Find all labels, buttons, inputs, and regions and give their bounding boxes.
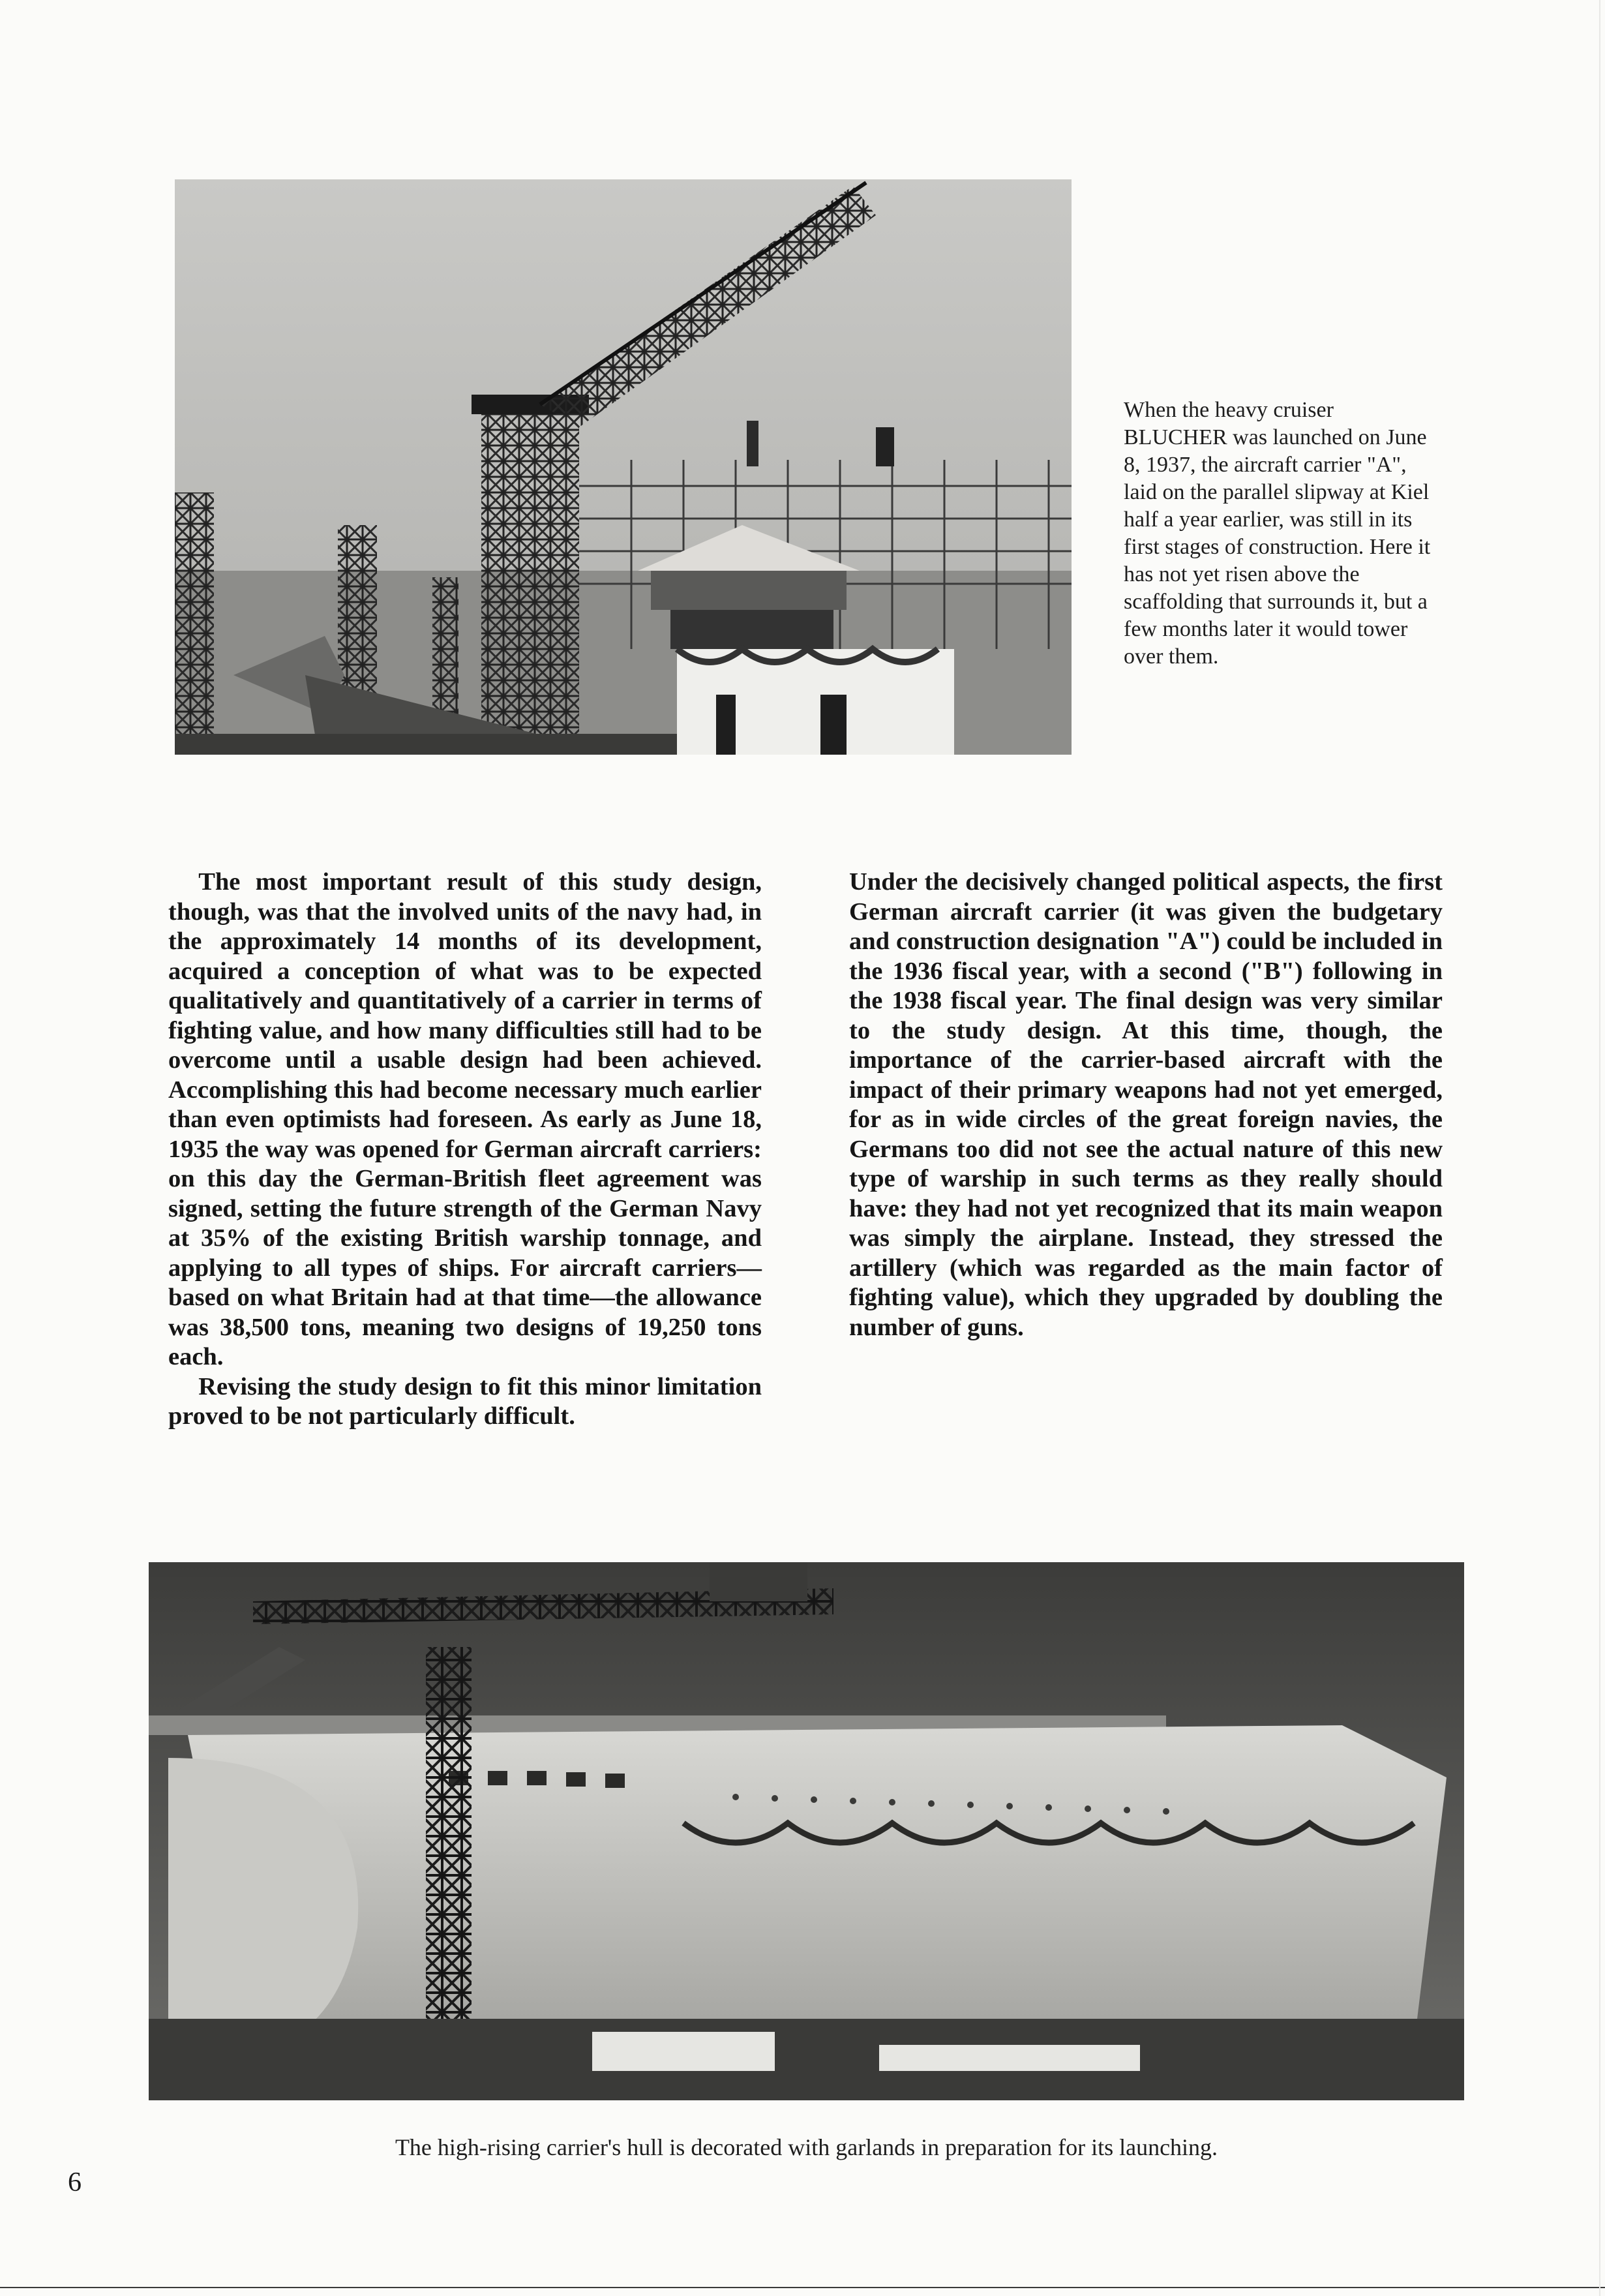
carrier-hull-caption: The high-rising carrier's hull is decorated with garlands in preparation for its launching. [395,2134,1218,2160]
right-column-paragraph-1: Under the decisively changed political aspects, the first German aircraft carrier (it was given the budgetary and construction designation "A") could be included in the 1936 fiscal year, with a second ("B") following in the 1938 fiscal year. The final design was very similar to the study design. At this time, though, the importance of the carrier-based aircraft with the impact of their primary weapons had not yet emerged, for as in wide circles of the great foreign navies, the Germans too did not see the actual nature of this new type of warship in such terms as they really should have: they had not yet recognized that its main weapon was simply the airplane. Instead, they stressed the artillery (which was regarded as the main factor of fighting value), which they upgraded by doubling the number of guns. [849,868,1443,1341]
body-text-left-column [168,868,762,1432]
carrier-hull-photo-image [149,1562,1464,2100]
right-page-edge [1599,0,1600,2296]
bottom-edge-rule [0,2287,1605,2288]
left-column-paragraph-2: Revising the study design to fit this minor limitation proved to be not particularly difficult. [168,1372,762,1430]
carrier-hull-photo [149,1562,1464,2100]
left-column-paragraph-1: The most important result of this study design, though, was that the involved units of the navy had, in the approximately 14 months of its development, acquired a conception of what was to be expected qualitatively and quantitatively of a carrier in terms of fighting value, and how many difficulties still had to be overcome until a usable design had been achieved. Accomplishing this had become necessary much earlier than even optimists had foreseen. As early as June 18, 1935 the way was opened for German aircraft carriers: on this day the German-British fleet agreement was signed, setting the future strength of the German Navy at 35% of the existing British warship tonnage, and applying to all types of ships. For aircraft carriers—based on what Britain had at that time—the allowance was 38,500 tons, meaning two designs of 19,250 tons each. [168,868,762,1370]
launch-ceremony-caption: When the heavy cruiser BLUCHER was launched on June 8, 1937, the aircraft carrier "A", laid on the parallel slipway at Kiel half a year earlier, was still in its first stages of construction. Here it has not yet risen above the scaffolding that surrounds it, but a few months later it would tower over them. [1124,398,1431,669]
body-text-right-column [849,868,1443,1342]
launch-ceremony-photo [175,179,1072,755]
launch-ceremony-photo-image [175,179,1072,755]
page-number: 6 [68,2168,82,2198]
